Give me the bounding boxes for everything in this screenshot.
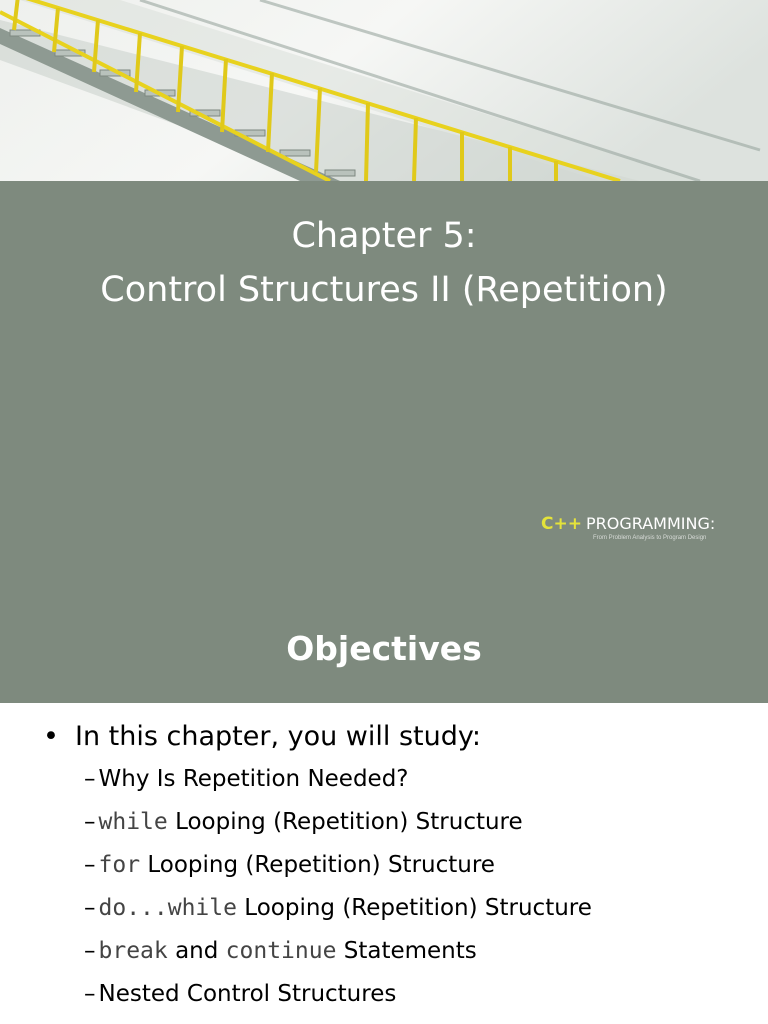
main-bullet-text: In this chapter, you will study: bbox=[75, 721, 481, 752]
dash-marker: – bbox=[84, 852, 96, 878]
logo-word: PROGRAMMING: bbox=[585, 514, 716, 533]
objectives-header bbox=[0, 603, 768, 703]
dash-marker: – bbox=[84, 895, 96, 921]
dash-marker: – bbox=[84, 766, 96, 792]
list-item-text: Looping (Repetition) Structure bbox=[175, 809, 523, 835]
bullet-marker: • bbox=[43, 721, 59, 752]
dash-marker: – bbox=[84, 981, 96, 1007]
objectives-slide bbox=[0, 603, 768, 1024]
code-keyword: while bbox=[98, 809, 168, 835]
objectives-title: Objectives bbox=[286, 629, 482, 668]
code-keyword: do...while bbox=[98, 895, 237, 921]
list-item bbox=[84, 981, 396, 1007]
list-item-connector: and bbox=[175, 938, 219, 964]
title-line-2: Control Structures II (Repetition) bbox=[100, 270, 668, 310]
slide-title bbox=[0, 209, 768, 317]
title-line-1: Chapter 5: bbox=[291, 216, 477, 256]
dash-marker: – bbox=[84, 809, 96, 835]
main-bullet bbox=[43, 721, 481, 752]
list-item bbox=[84, 852, 495, 878]
logo-mark: C++ bbox=[541, 514, 582, 534]
list-item-text: Looping (Repetition) Structure bbox=[244, 895, 592, 921]
list-item-text: Looping (Repetition) Structure bbox=[147, 852, 495, 878]
list-item-text: Statements bbox=[343, 938, 477, 964]
code-keyword: continue bbox=[225, 938, 337, 964]
book-logo bbox=[541, 514, 715, 534]
logo-subtitle: From Problem Analysis to Program Design bbox=[593, 535, 707, 541]
list-item-text: Nested Control Structures bbox=[98, 981, 397, 1007]
staircase-illustration bbox=[0, 0, 768, 181]
list-item bbox=[84, 766, 409, 792]
list-item bbox=[84, 938, 477, 964]
list-item bbox=[84, 895, 592, 921]
list-item-text: Why Is Repetition Needed? bbox=[98, 766, 409, 792]
list-item bbox=[84, 809, 523, 835]
code-keyword: for bbox=[98, 852, 141, 878]
staircase-photo bbox=[0, 0, 768, 181]
dash-marker: – bbox=[84, 938, 96, 964]
code-keyword: break bbox=[98, 938, 168, 964]
